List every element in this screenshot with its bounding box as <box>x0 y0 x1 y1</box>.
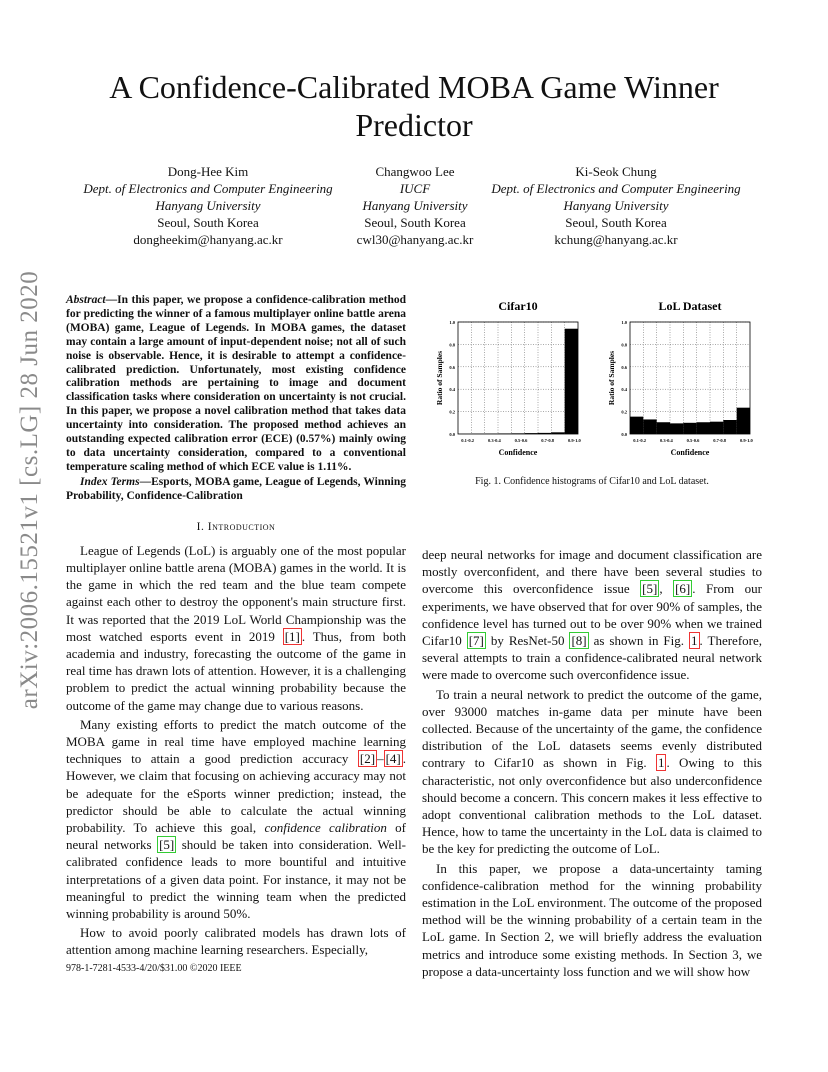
x-axis-label: Confidence <box>498 448 538 457</box>
paragraph: To train a neural network to predict the outcome of the game, over 93000 matches in-game data per minute have been collected. Because of the uncertainty of the game, the confidence distribution of the LoL datasets seems evenly distributed contrary to Cifar10 as shown in Fig. 1 . Owing to this characteristic, not only overconfidence but also underconfidence should become a concern. This concern makes it less effective to adopt conventional calibration methods to the LoL dataset. Hence, how to tame the uncertainty in the LoL data is claimed to be the key for predicting the outcome of LoL. <box>422 686 762 857</box>
citation-link[interactable]: [8] <box>571 633 587 649</box>
y-tick-label: 0.4 <box>449 387 455 393</box>
histogram-bar <box>710 422 723 434</box>
y-tick-label: 0.8 <box>449 342 455 348</box>
y-tick-label: 0.6 <box>621 364 627 370</box>
citation-link[interactable]: [5] <box>159 837 175 853</box>
x-tick-label: 0.1-0.2 <box>461 438 475 443</box>
citation-link[interactable]: [5] <box>642 581 658 597</box>
y-tick-label: 0.0 <box>621 432 627 437</box>
x-tick-label: 0.9-1.0 <box>567 438 581 443</box>
author-location: Seoul, South Korea <box>565 215 667 230</box>
author-name: Ki-Seok Chung <box>575 164 657 179</box>
x-tick-label: 0.1-0.2 <box>633 438 647 443</box>
y-tick-label: 1.0 <box>449 320 455 325</box>
author-block-2 <box>335 163 495 248</box>
x-tick-label: 0.3-0.4 <box>487 438 501 443</box>
author-email: dongheekim@hanyang.ac.kr <box>133 232 283 247</box>
figure-link[interactable]: 1 <box>691 633 698 649</box>
abstract-lead: Abstract <box>66 294 106 306</box>
author-email: kchung@hanyang.ac.kr <box>554 232 678 247</box>
histogram-bar <box>697 422 710 434</box>
y-tick-label: 0.4 <box>621 387 627 393</box>
author-univ: Hanyang University <box>362 198 468 213</box>
right-column <box>422 546 762 982</box>
x-tick-label: 0.7-0.8 <box>713 438 727 443</box>
chart-title: Cifar10 <box>498 299 538 313</box>
index-terms <box>66 476 406 504</box>
histogram-bar <box>670 423 683 434</box>
paragraph: In this paper, we propose a data-uncertainty taming confidence-calibration method for the winning probability estimation in the LoL environment. The outcome of the proposed method will be the winning probability of a certain team in the LoL game. In Section 2, we will briefly address the evaluation metrics and introduce some existing methods. In Section 3, we propose a data-uncertainty loss function and we will show how <box>422 860 762 979</box>
author-dept: IUCF <box>399 181 431 196</box>
paragraph: Many existing efforts to predict the match outcome of the MOBA game in real time have employed machine learning techniques to attain a good prediction accuracy [2] – [4] . However, we claim that focusing on achieving accuracy may not be adequate for the eSports winner prediction; instead, the predictor should be able to calculate the actual winning probability. To achieve this goal, confidence calibration of neural networks [5] should be taken into consideration. Well-calibrated confidence leads to more bountiful and intuitive interpretations of a given data point. For instance, it may not be meaningful to predict the winning team when the predicted winning probability is around 50%. <box>66 716 407 922</box>
x-tick-label: 0.9-1.0 <box>739 438 753 443</box>
y-tick-label: 0.6 <box>449 364 455 370</box>
author-location: Seoul, South Korea <box>364 215 466 230</box>
author-univ: Hanyang University <box>155 198 261 213</box>
x-axis-label: Confidence <box>670 448 710 457</box>
y-tick-label: 0.2 <box>449 409 455 415</box>
author-block-3 <box>478 163 754 248</box>
y-axis-label: Ratio of Samples <box>435 350 444 406</box>
citation-link[interactable]: [1] <box>284 628 300 644</box>
plot-frame <box>630 322 750 434</box>
author-name: Dong-Hee Kim <box>167 164 249 179</box>
histogram-bar <box>643 419 656 434</box>
author-email: cwl30@hanyang.ac.kr <box>356 232 474 247</box>
figure-confidence-histograms <box>430 296 770 496</box>
y-tick-label: 0.2 <box>621 409 627 415</box>
y-tick-label: 0.0 <box>449 432 455 437</box>
author-univ: Hanyang University <box>563 198 669 213</box>
section-heading-introduction: I. Introduction <box>196 520 276 533</box>
x-tick-label: 0.5-0.6 <box>514 438 528 443</box>
x-tick-label: 0.7-0.8 <box>541 438 555 443</box>
index-terms-text: —Esports, MOBA game, League of Legends, Winning Probability, Confidence-Calibration <box>66 475 407 502</box>
paper-title: A Confidence-Calibrated MOBA Game Winner Predictor <box>109 69 719 143</box>
paragraph: How to avoid poorly calibrated models has drawn lots of attention among machine learning researchers. Especially, <box>66 925 406 958</box>
plot-frame <box>458 322 578 434</box>
abstract-text: —In this paper, we propose a confidence-calibration method for predicting the winner of a famous multiplayer online battle arena (MOBA) game, League of Legends. In MOBA games, the dataset may contain a large amount of input-dependent noise; not all of such noise is observable. Hence, it is desirable to attempt a confidence-calibrated prediction. Unfortunately, most existing confidence calibration methods are pertaining to image and document classification tasks where consideration on uncertainty is not crucial. In this paper, we propose a novel calibration method that takes data uncertainty into consideration. The proposed method achieves an outstanding expected calibration error (ECE) (0.57%) mainly owing to data uncertainty consideration, compared to a conventional temperature scaling method of which ECE value is 1.11%. <box>66 294 406 473</box>
histogram-bar <box>723 420 736 434</box>
copyright-footer: 978-1-7281-4533-4/20/$31.00 ©2020 IEEE <box>66 963 242 974</box>
histogram-bar <box>657 422 670 434</box>
citation-link[interactable]: [7] <box>468 633 484 649</box>
histogram-bar <box>737 408 750 434</box>
author-name: Changwoo Lee <box>375 164 455 179</box>
left-column <box>66 294 406 961</box>
citation-link[interactable]: [6] <box>675 581 691 597</box>
arxiv-stamp-text: arXiv:2006.15521v1 [cs.LG] 28 Jun 2020 <box>16 270 43 710</box>
paragraph: League of Legends (LoL) is arguably one of the most popular multiplayer online battle arena (MOBA) games in the world. It is the game in which the red team and the blue team compete against each other to destroy the opponent's main structure first. It was reported that the 2019 LoL World Championship was the most watched esports event in 2019 [1] . Thus, from both academia and industry, forecasting the outcome of the game in real time has drawn lots of attention. However, it is a challenging problem to predict the actual winning probability because the outcome of the game may change due to various reasons. <box>66 542 407 713</box>
abstract <box>66 294 406 475</box>
histogram-bar <box>565 329 578 434</box>
paragraph: deep neural networks for image and document classification are mostly overconfident, and there have been several studies to overcome this overconfidence issue [5] , [6] . From our experiments, we have observed that for over 90% of samples, the confidence level has turned out to be over 90% when we trained Cifar10 [7] by ResNet-50 [8] as shown in Fig. 1 . Therefore, several attempts to train a confidence-calibrated neural network were made to overcome such overconfidence issue. <box>422 547 763 683</box>
histogram-bar <box>630 417 643 434</box>
y-tick-label: 1.0 <box>621 320 627 325</box>
author-dept: Dept. of Electronics and Computer Engineering <box>491 181 741 196</box>
index-terms-lead: Index Terms <box>80 475 140 488</box>
y-tick-label: 0.8 <box>621 342 627 348</box>
figure-link[interactable]: 1 <box>657 755 665 771</box>
citation-link[interactable]: [2] <box>359 751 376 767</box>
arxiv-stamp <box>6 260 54 720</box>
y-axis-label: Ratio of Samples <box>607 350 616 406</box>
histogram-bar <box>683 423 696 434</box>
chart-title: LoL Dataset <box>658 299 722 313</box>
figure-caption: Fig. 1. Confidence histograms of Cifar10 and LoL dataset. <box>475 476 709 487</box>
x-tick-label: 0.3-0.4 <box>659 438 673 443</box>
author-location: Seoul, South Korea <box>157 215 259 230</box>
author-dept: Dept. of Electronics and Computer Engineering <box>83 181 333 196</box>
x-tick-label: 0.5-0.6 <box>686 438 700 443</box>
author-block-1 <box>68 163 348 248</box>
citation-link[interactable]: [4] <box>385 751 401 767</box>
